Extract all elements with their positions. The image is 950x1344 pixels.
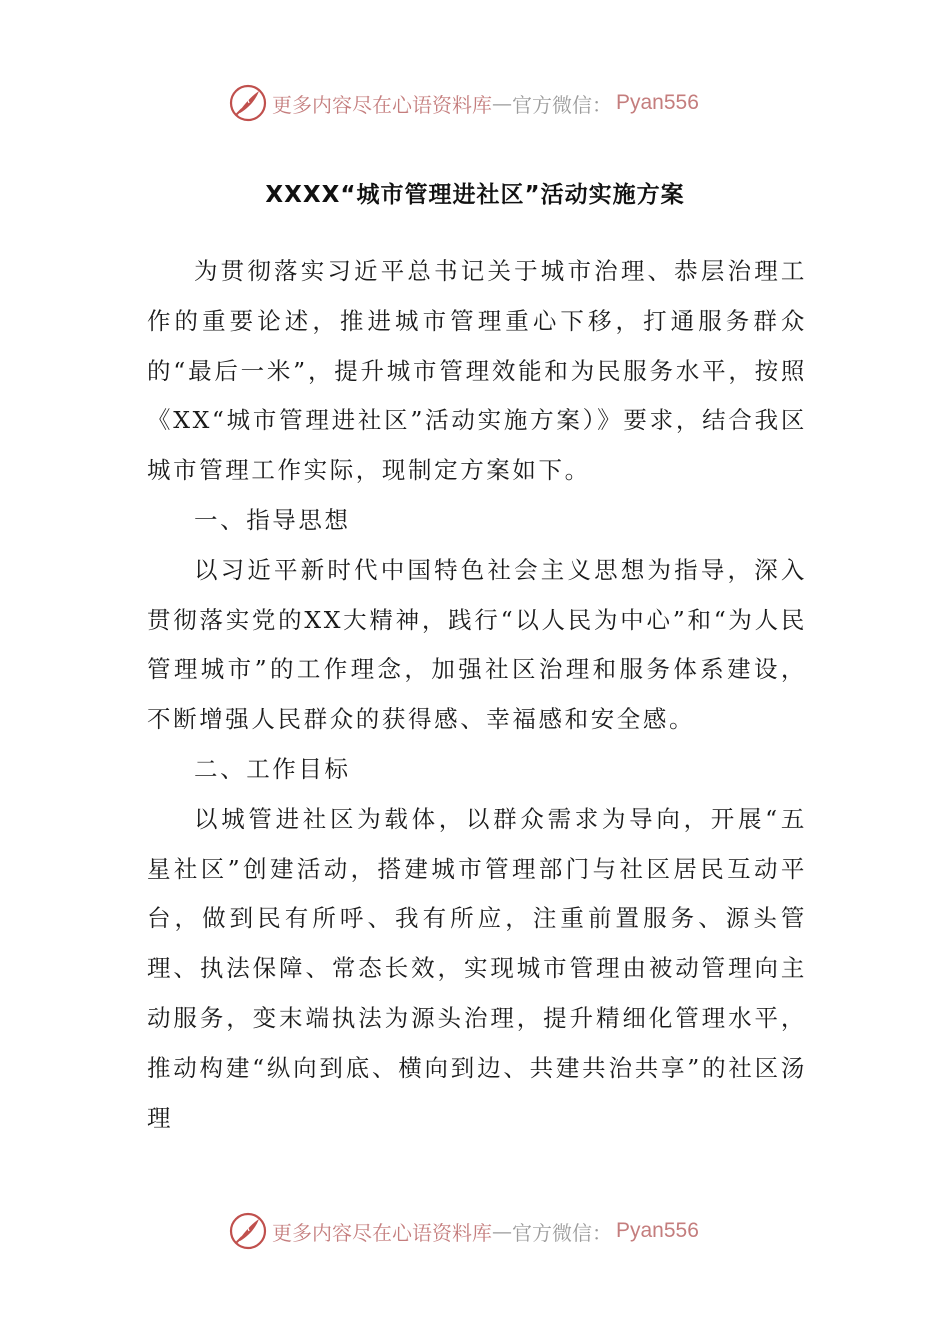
document-body [147,247,807,1143]
watermark-wechat-id: Pyan556 [616,1219,699,1242]
paragraph-work-goals: 以城管进社区为载体，以群众需求为导向，开展“五星社区”创建活动，搭建城市管理部门与社区居民互动平台，做到民有所呼、我有所应，注重前置服务、源头管理、执法保障、常态长效，实现城市管理由被动管理向主动服务，变末端执法为源头治理，提升精细化管理水平，推动构建“纵向到底、横向到边、共建共治共享”的社区汤理 [147,804,807,1132]
watermark-wechat-id: Pyan556 [616,91,699,114]
section-heading-work-goals: 二、工作目标 [194,754,351,783]
watermark-separator: — [492,91,512,115]
watermark-official-label: 官方微信： [512,92,612,117]
watermark-separator: — [492,1219,512,1243]
watermark-brand: 更多内容尽在心语资料库 [272,92,492,117]
quill-logo-icon [228,83,268,123]
paragraph-guiding-ideology: 以习近平新时代中国特色社会主义思想为指导，深入贯彻落实党的XX大精神，践行“以人民为中心”和“为人民管理城市”的工作理念，加强社区治理和服务体系建设，不断增强人民群众的获得感、幸福感和安全感。 [147,555,807,734]
document-title: XXXX“城市管理进社区”活动实施方案 [265,182,685,208]
section-heading-guiding-ideology: 一、指导思想 [194,505,351,534]
quill-logo-icon [228,1211,268,1251]
watermark-banner-top [228,80,699,126]
watermark-official-label: 官方微信： [512,1220,612,1245]
watermark-brand: 更多内容尽在心语资料库 [272,1220,492,1245]
paragraph-intro: 为贯彻落实习近平总书记关于城市治理、恭层治理工作的重要论述，推进城市管理重心下移，打通服务群众的“最后一米”，提升城市管理效能和为民服务水平，按照《XX“城市管理进社区”活动实施方案）》要求，结合我区城市管理工作实际，现制定方案如下。 [147,257,807,485]
watermark-banner-bottom [228,1208,699,1254]
